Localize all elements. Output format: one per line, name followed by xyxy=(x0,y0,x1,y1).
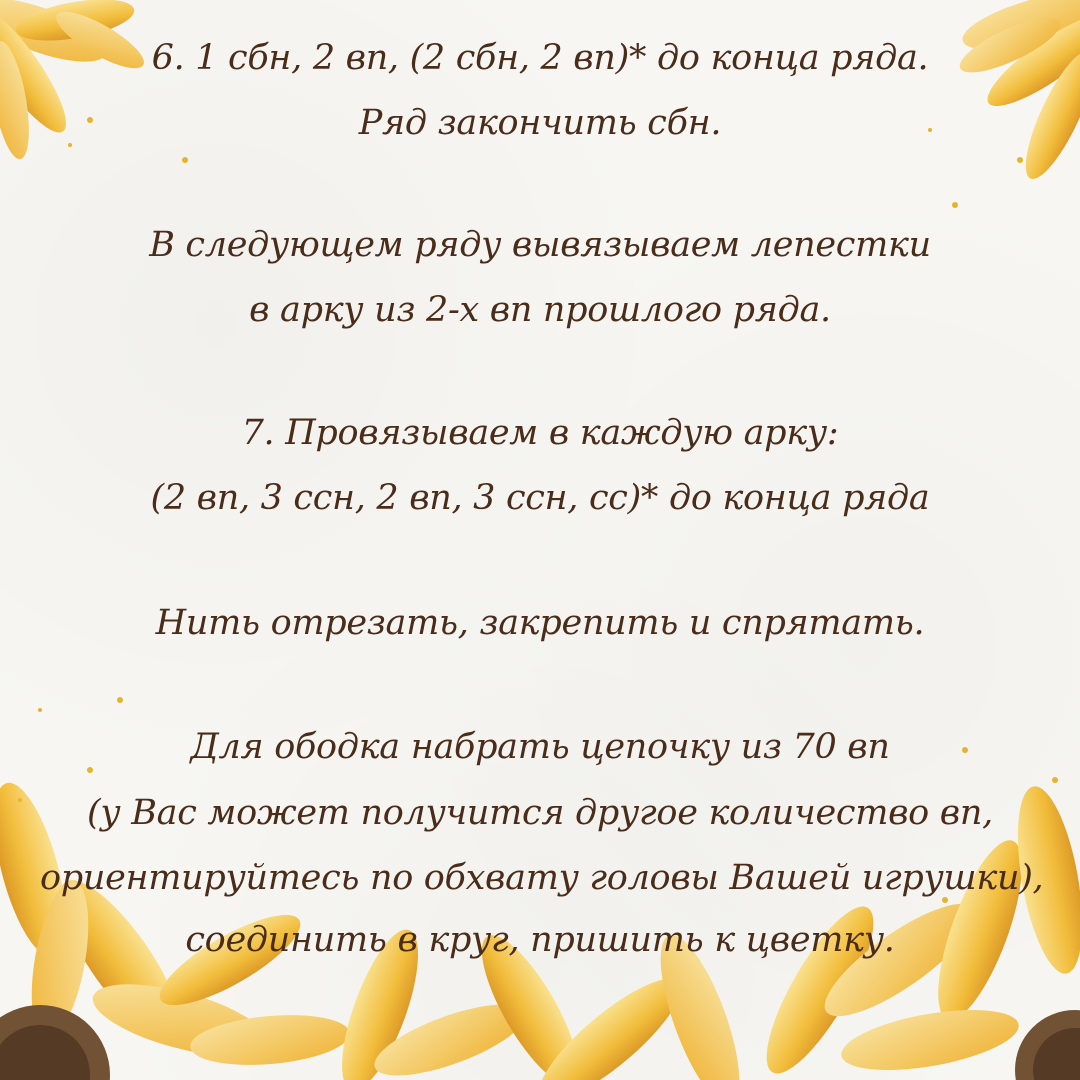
rim-line2: (у Вас может получится другое количество вп, xyxy=(87,793,993,833)
step7-line2: (2 вп, 3 ссн, 2 вп, 3 ссн, сс)* до конца ряда xyxy=(150,478,930,518)
rim-line3: ориентируйтесь по обхвату головы Вашей игрушки), xyxy=(40,858,1044,898)
finish-line: Нить отрезать, закрепить и спрятать. xyxy=(155,603,925,643)
rim-line1: Для ободка набрать цепочку из 70 вп xyxy=(190,727,890,767)
step7-line1: 7. Провязываем в каждую арку: xyxy=(241,413,839,453)
step6-line1: 6. 1 сбн, 2 вп, (2 сбн, 2 вп)* до конца ряда. xyxy=(151,38,929,78)
petals-line1: В следующем ряду вывязываем лепестки xyxy=(149,225,931,265)
rim-line4: соединить в круг, пришить к цветку. xyxy=(185,920,895,960)
petals-line2: в арку из 2-х вп прошлого ряда. xyxy=(249,290,831,330)
step6-line2: Ряд закончить сбн. xyxy=(358,103,722,143)
